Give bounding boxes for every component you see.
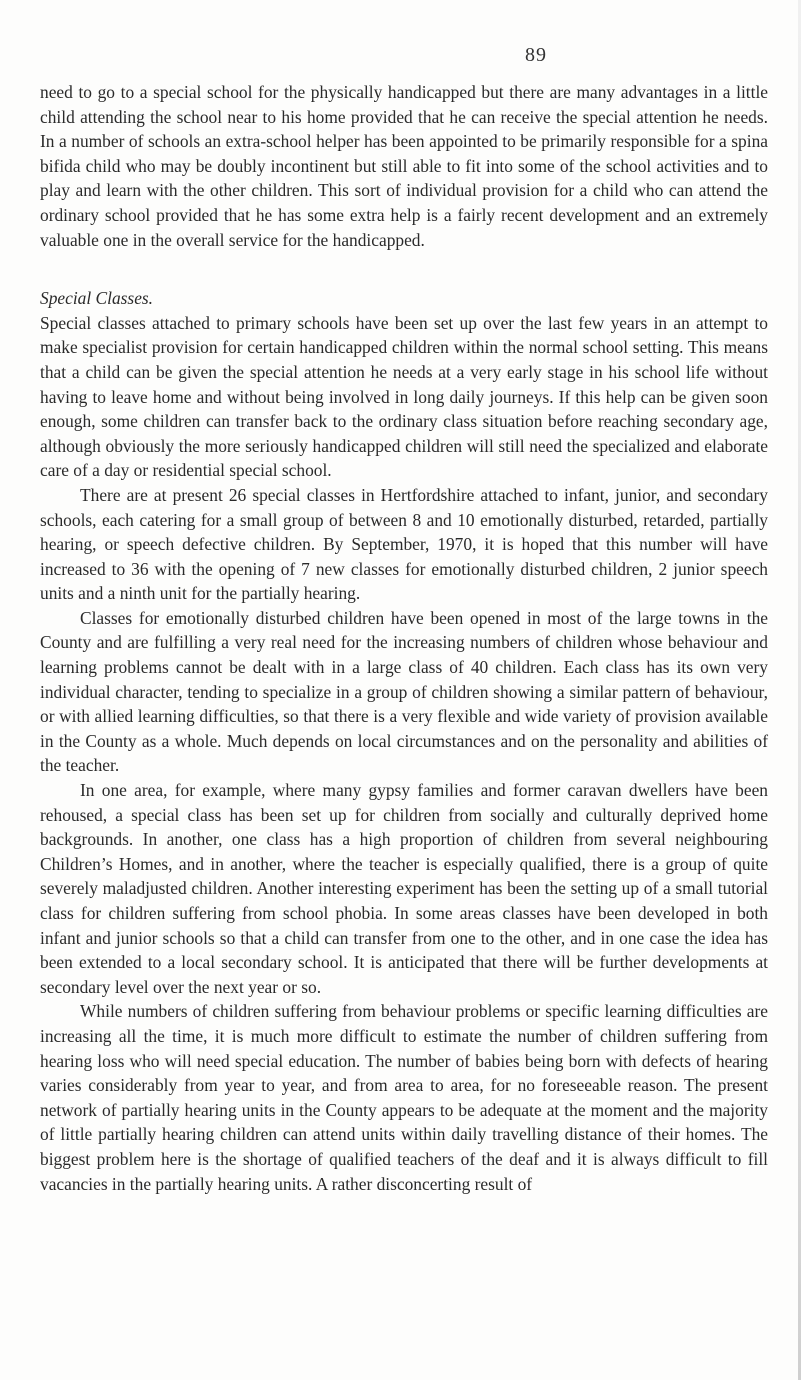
paragraph-examples: In one area, for example, where many gypsy families and former caravan dwellers have been rehoused, a special class has been set up for children from socially and culturally deprived home backgrounds. In another, one class has a high proportion of children from several neighbouring Children’s Homes, and in another, where the teacher is especially qualified, there is a group of quite severely maladjusted children. Another interesting experiment has been the setting up of a small tutorial class for children suffering from school phobia. In some areas classes have been developed in both infant and junior schools so that a child can transfer from one to the other, and in one case the idea has been extended to a local secondary school. It is anticipated that there will be further developments at secondary level over the next year or so.	[40, 780, 768, 997]
paragraph-hearing-loss: While numbers of children suffering from behaviour problems or specific learning difficulties are increasing all the time, it is much more difficult to estimate the number of children suffering from hearing loss who will need special education. The number of babies being born with defects of hearing varies considerably from year to year, and from area to area, for no foreseeable reason. The present network of partially hearing units in the County appears to be adequate at the moment and the majority of little partially hearing children can attend units within daily travelling distance of their homes. The biggest problem here is the shortage of qualified teachers of the deaf and it is always difficult to fill vacancies in the partially hearing units. A rather disconcerting result of	[40, 1001, 768, 1194]
section-heading: Special Classes.	[40, 288, 154, 309]
paragraph-special-classes-intro: Special classes attached to primary schools have been set up over the last few years in an attempt to make specialist provision for certain handicapped children within the normal school setting. This means that a child can be given the special attention he needs at a very early stage in his school life without having to leave home and without being involved in long daily journeys. If this help can be given soon enough, some children can transfer back to the ordinary class situation before reaching secondary age, although obviously the more seriously handicapped children will still need the specialized and elaborate care of a day or residential special school.	[40, 312, 768, 481]
paragraph-emotionally-disturbed: Classes for emotionally disturbed children have been opened in most of the large towns in the County and are fulfilling a very real need for the increasing numbers of children whose behaviour and learning problems cannot be dealt with in a large class of 40 children. Each class has its own very individual character, tending to specialize in a group of children showing a similar pattern of behaviour, or with allied learning difficulties, so that there is a very flexible and wide variety of provision available in the County as a whole. Much depends on local circumstances and on the personality and abilities of the teacher.	[40, 607, 768, 776]
paragraph-hertfordshire-classes: There are at present 26 special classes in Hertfordshire attached to infant, junior, and secondary schools, each catering for a small group of between 8 and 10 emotionally disturbed, retarded, partially hearing, or speech defective children. By September, 1970, it is hoped that this number will have increased to 36 with the opening of 7 new classes for emotionally disturbed children, 2 junior speech units and a ninth unit for the partially hearing.	[40, 484, 768, 604]
page-number: 89	[525, 44, 547, 66]
body-text	[40, 80, 768, 1196]
paragraph-continuation: need to go to a special school for the physically handicapped but there are many advantages in a little child attending the school near to his home provided that he can receive the special attention he needs. In a number of schools an extra-school helper has been appointed to be primarily responsible for a spina bifida child who may be doubly incontinent but still able to fit into some of the school activities and to play and learn with the other children. This sort of individual provision for a child who can attend the ordinary school provided that he has some extra help is a fairly recent development and an extremely valuable one in the overall service for the handicapped.	[40, 82, 768, 250]
